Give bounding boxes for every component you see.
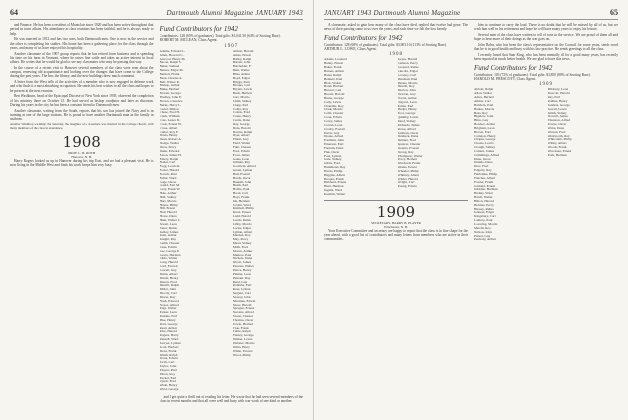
fund-b-subtitle: Contributors: 103 (75% of graduates). Total gifts: $3,850 (80% of Sooting Base). [474,72,591,77]
secretary-1908: PROF. L. B. ROTH [68,150,96,155]
fund-a-subtitle: Contributors: 128 (68% of graduates). Total gifts: $3,903.10 (113% of Sooting Base). [324,42,447,47]
fund-a-title: Fund Contributors for 1942 [324,33,403,42]
class-agent: ROBERT M. MCLEAN, Class Agent. [159,38,218,43]
page-number: 64 [10,8,18,17]
year-heading-1908: 1908 [62,132,101,151]
contributor-list-1908: Adams, Leonard Bailey, Ernest Baker, Frank Barnes, Arthur Bates, Ralph Bennett, Paul Blair, Walter Bond, Herbert Brewer, Carl Brown, Harold Burns, George Cady, Lewis Chandler, Roy Clark, Morris Cobb, Chester Cook, Edwin Corey, James Cowan, Leon Crosby, Everett Davis, Guy Doane, Alfred Eastman, John Emerson, Earl Farnum, Dana Fisk, Oscar Foss, Lyman Gale, Sidney Gibbs, Fred Hammond, Ray Harris, Philip Higgins, Albert Hooper, Frank Hubbard, Ernest Hunt, Herman Ingalls, Ward Kendall, Walter Keyes, Harold Lamson, Percy Leonard, Rufus Lincoln, Edgar Lovejoy, Carl Marshall, Paul Means, Morris Morrill, Roy Morton, John Newton, Guy Norris, Arthur Osgood, Leon Patten, Earl Phelps, Henry Poor, George Quimby, Lewis Rand, Sidney Richards, James Rowe, Alfred Sanborn, Oscar Shattuck, Dana Skinner, Fred Spencer, Chester Stearns, Everett Strong, Ray Thompson, Walter Tracy, Herbert Wardwell, Frank Weeks, Ernest Wheeler, Philip Whitney, Albert Wilder, Harold Wright, Carl Young, Edwin [324,58,423,197]
year-heading-1909: 1909 [376,202,416,221]
section-divider [324,200,468,201]
page-number: 65 [610,8,618,17]
fund-year: 1907 [224,43,239,49]
magazine-title: JANUARY 1943 Dartmouth Alumni Magazine [324,9,461,17]
magazine-title: Dartmouth Alumni Magazine JANUARY 1943 [166,9,303,17]
fund-b-agent: HAROLD M. PRESCOTT, Class Agent. [474,76,536,81]
secretary-1909: SECRETARY, HARRY B. PLAYER [371,220,421,225]
contributor-list-1909: Abbott, Ralph Allen, Walter Ames, Herbert Atkins, Carl Baldwin, Paul Barker, Morris Bass, Roy Bigelow, John Bliss, Guy Bowker, Arthur Brigham, Leon Brown, Earl Carleton, Henry Chapin, George Choate, Lewis Clough, Sidney Coburn, James Cummings, Alfred Dana, Oscar Dennis, Dana Dow, Fred Edgerly, Ray Fairbanks, Philip Fletcher, Albert Fowler, Frank Garland, Ernest Glidden, Herman Hadley, Ward Hatch, Walter Hilton, Harold Holmes, Percy Hussey, Rufus Jenness, Edgar Kingsbury, Carl Lathrop, Paul Lovering, Morris Merrill, Roy Nelson, John Parker, Guy Peabody, Arthur Pillsbury, Leon Prescott, Harold Ray, Earl Rollins, Henry Sanders, George Sewall, Lewis Smith, Sidney Stowell, James Thurston, Alfred Towne, Oscar Waite, Dana Warren, Fred Wentworth, Ray Whitcomb, Philip Willey, Albert Woods, Frank Worcester, Ernest York, Herman [474,88,572,242]
fund-b-year: 1909 [539,82,553,88]
right-column-2: him to continue to carry the load. There is no doubt that he will be missed by all of us, but we wish him well in his retirement and hope he will have many years to enjoy his leisure. Several men of the class have written to tell of sons in the service. We are proud of them all and hope to hear more of their doings as the war goes on. John Bohn, who has been the class's representative on the Council for some years, sends word that he is in good health and busy with his law practice. He sends greetings to all the class. I recently heard that Sam King, who has been mentally ill for a good many years, has recently been reported in much better health. We are glad to have this news. Fund Contributors for 1942 Contributors: 103 (75% of graduates). Total gifts: $3,850 (80% of Sooting Base). HAROLD M. PRESCOTT, Class Agent. 1909 Abbott, Ralph Allen, Walter Ames, Herbert Atkins, Carl Baldwin, Paul Barker, Morris Bass, Roy Bigelow, John Bliss, Guy Bowker, Arthur Brigham, Leon Brown, Earl Carleton, Henry Chapin, George Choate, Lewis Clough, Sidney Coburn, James Cummings, Alfred Dana, Oscar Dennis, Dana Dow, Fred Edgerly, Ray Fairbanks, Philip Fletcher, Albert Fowler, Frank Garland, Ernest Glidden, Herman Hadley, Ward Hatch, Walter Hilton, Harold Holmes, Percy Hussey, Rufus Jenness, Edgar Kingsbury, Carl Lathrop, Paul Lovering, Morris Merrill, Roy Nelson, John Parker, Guy Peabody, Arthur Pillsbury, Leon Prescott, Harold Ray, Earl Rollins, Henry Sanders, George Sewall, Lewis Smith, Sidney Stowell, James Thurston, Alfred Towne, Oscar Waite, Dana Warren, Fred Wentworth, Ray Whitcomb, Philip Willey, Albert Woods, Frank Worcester, Ernest York, Herman [474,23,618,242]
fund-subtitle: Contributors: 128 (65% of graduates). Total gifts: $1,041.50 (64% of Sooting Base). [159,34,281,38]
right-page [314,0,628,420]
secretary-1908-address: Hanover, N. H. [71,154,93,159]
fund-a-year: 1908 [389,52,403,58]
left-page-header [10,8,303,20]
fund-title: Fund Contributors for 1942 [159,25,238,33]
contributor-list: Adams, Edward L. Allen, Howard C. Atwood, Henry M. Bacon, Ralph S. Baker, Samuel Barnes, Edgar M. Bartlett, Frank Bean, Charles A. Bell, Walter R. Bishop, Arthur Blake, Herbert Bowen, George Bradley, John E. Brown, Clarence Burke, Harry L. Carter, Milton Chase, Fred H. Clark, William Cole, Lester D. Cook, Ernest W. Cross, Albert Cutler, Roy F. Davis, Henry Dean, Robert A. Dodge, Walter Drew, Percy Dunn, Edward Eaton, James H. Emery, Ralph Fisher, Carl Fogg, Lewis R. Foster, Harold French, Paul Fuller, Ward Gage, Oscar Gould, Earl M. Gray, Frank W. Hale, Arthur Hall, Sidney Hart, Morris Hayes, Philip Hill, Ernest Holt, Harold Howe, Dana Hunt, Walter C. Jewett, Leon Jones, Rufus Kelley, James Kent, Arthur Knight, Ray Lamb, Chester Lane, Edwin Lee, George P. Lewis, Herman Little, Walter Long, Harold Lord, Everett Lowell, Guy Mann, Albert Marsh, Henry Mason, Fred Merrill, Ralph Miller, John Moody, Carl Morse, Ray Nash, Edward Noyes, Alfred Page, Walter Parker, Leon Perkins, Earl Pike, Henry Pratt, George Read, Arthur Rice, Harold Rogers, Harry Russell, Ward Sawyer, Lyman Scott, Herbert Shaw, Frank Smith, Ralph Stone, Edwin Swift, Carl Taylor, John Thayer, Paul Tilton, Roy Tucker, Earl Upton, Fred Wade, Henry Ward, George Abbott, Harold Ames, Ernest Bailey, Ralph Barrett, John Batchelder, F. Bent, Walter Bliss, Arthur Boyd, Edgar Briggs, Paul Brooks, Carl Bryant, Lewis Buck, Herbert Carr, Morris Child, Sidney Clapp, Earl Colby, Roy Cotton, Fred Crane, Henry Curtis, Dana Day, George Dole, Harold Downs, Ralph Dyer, Albert Elliott, Guy Field, Walter Flint, Chester Ford, Edwin Frost, James Gates, Leon Gilman, Ray Goodwin, Alfred Green, Lyman Hall, Everett Hardy, Oscar Haskell, John Heath, Earl Hobbs, Paul Hood, Carl Hoyt, Frank Ide, Herman Jordan, Ward Kimball, Philip Knox, Ernest Ladd, Harold Leach, Rufus Libby, Morris Locke, Edgar Lyman, Albert Marden, Roy May, Percy Mead, Sidney Mills, Fred Moore, Arthur Munroe, Paul Nichols, Dana Olcott, James Parsons, Walter Peirce, Henry Plumer, Leon Putnam, Ray Reed, Guy Robbins, Earl Ross, Lyman Sargent, Carl Seavey, John Sherman, Edwin Snow, Harold Sprague, Ernest Stevens, Alfred Sweet, Chester Thomas, Oscar Towle, Herbert True, Frank Tuttle, Ralph Varney, George Walker, Lewis Webster, Morris Wells, Harry White, Everett Wood, Philip [159,49,256,392]
left-column-2: Fund Contributors for 1942 Contributors: 128 (65% of graduates). Total gifts: $1,041.50 (64% of Sooting Base). ROBERT M. MCLEAN, Class Agent. 1907 Adams, Edward L. Allen, Howard C. Atwood, Henry M. Bacon, Ralph S. Baker, Samuel Barnes, Edgar M. Bartlett, Frank Bean, Charles A. Bell, Walter R. Bishop, Arthur Blake, Herbert Bowen, George Bradley, John E. Brown, Clarence Burke, Harry L. Carter, Milton Chase, Fred H. Clark, William Cole, Lester D. Cook, Ernest W. Cross, Albert Cutler, Roy F. Davis, Henry Dean, Robert A. Dodge, Walter Drew, Percy Dunn, Edward Eaton, James H. Emery, Ralph Fisher, Carl Fogg, Lewis R. Foster, Harold French, Paul Fuller, Ward Gage, Oscar Gould, Earl M. Gray, Frank W. Hale, Arthur Hall, Sidney Hart, Morris Hayes, Philip Hill, Ernest Holt, Harold Howe, Dana Hunt, Walter C. Jewett, Leon Jones, Rufus Kelley, James Kent, Arthur Knight, Ray Lamb, Chester Lane, Edwin Lee, George P. Lewis, Herman Little, Walter Long, Harold Lord, Everett Lowell, Guy Mann, Albert Marsh, Henry Mason, Fred Merrill, Ralph Miller, John Moody, Carl Morse, Ray Nash, Edward Noyes, Alfred Page, Walter Parker, Leon Perkins, Earl Pike, Henry Pratt, George Read, Arthur Rice, Harold Rogers, Harry Russell, Ward Sawyer, Lyman Scott, Herbert Shaw, Frank Smith, Ralph Stone, Edwin Swift, Carl Taylor, John Thayer, Paul Tilton, Roy Tucker, Earl Upton, Fred Wade, Henry Ward, George Abbott, Harold Ames, Ernest Bailey, Ralph Barrett, John Batchelder, F. Bent, Walter Bliss, Arthur Boyd, Edgar Briggs, Paul Brooks, Carl Bryant, Lewis Buck, Herbert Carr, Morris Child, Sidney Clapp, Earl Colby, Roy Cotton, Fred Crane, Henry Curtis, Dana Day, George Dole, Harold Downs, Ralph Dyer, Albert Elliott, Guy Field, Walter Flint, Chester Ford, Edwin Frost, James Gates, Leon Gilman, Ray Goodwin, Alfred Green, Lyman Hall, Everett Hardy, Oscar Haskell, John Heath, Earl Hobbs, Paul Hood, Carl Hoyt, Frank Ide, Herman Jordan, Ward Kimball, Philip Knox, Ernest Ladd, Harold Leach, Rufus Libby, Morris Locke, Edgar Lyman, Albert Marden, Roy May, Percy Mead, Sidney Mills, Fred Moore, Arthur Munroe, Paul Nichols, Dana Olcott, James Parsons, Walter Peirce, Henry Plumer, Leon Putnam, Ray Reed, Guy Robbins, Earl Ross, Lyman Sargent, Carl Seavey, John Sherman, Edwin Snow, Harold Sprague, Ernest Stevens, Alfred Sweet, Chester Thomas, Oscar Towle, Herbert True, Frank Tuttle, Ralph Varney, George Walker, Lewis Webster, Morris Wells, Harry White, Everett Wood, Philip and I got quite a thrill out of reading his letter. He wrote that he had seen several members of the class in recent months and that all were well and busy with war work of one kind or another. [159,25,303,404]
secretary-1909-address: Winchester, N. H. [383,224,409,229]
right-column-1: A classmate, asked to gain how many of the class have died, replied that twelve had gone. The news of their passing came to us over the years, and each time we felt the loss keenly. Fund Contributors for 1942 Contributors: 128 (68% of graduates). Total gifts: $3,903.10 (113% of Sooting Base). ARTHUR L. LOWE, Class Agent. 1908 Adams, Leonard Bailey, Ernest Baker, Frank Barnes, Arthur Bates, Ralph Bennett, Paul Blair, Walter Bond, Herbert Brewer, Carl Brown, Harold Burns, George Cady, Lewis Chandler, Roy Clark, Morris Cobb, Chester Cook, Edwin Corey, James Cowan, Leon Crosby, Everett Davis, Guy Doane, Alfred Eastman, John Emerson, Earl Farnum, Dana Fisk, Oscar Foss, Lyman Gale, Sidney Gibbs, Fred Hammond, Ray Harris, Philip Higgins, Albert Hooper, Frank Hubbard, Ernest Hunt, Herman Ingalls, Ward Kendall, Walter Keyes, Harold Lamson, Percy Leonard, Rufus Lincoln, Edgar Lovejoy, Carl Marshall, Paul Means, Morris Morrill, Roy Morton, John Newton, Guy Norris, Arthur Osgood, Leon Patten, Earl Phelps, Henry Poor, George Quimby, Lewis Rand, Sidney Richards, James Rowe, Alfred Sanborn, Oscar Shattuck, Dana Skinner, Fred Spencer, Chester Stearns, Everett Strong, Ray Thompson, Walter Tracy, Herbert Wardwell, Frank Weeks, Ernest Wheeler, Philip Whitney, Albert Wilder, Harold Wright, Carl Young, Edwin 1909 SECRETARY, HARRY B. PLAYER Winchester, N. H. Your Executive Committee and secretary are happy to report that the class is in fine shape for the year ahead, with a good list of contributors and many letters from members who are active in their communities. [324,23,468,242]
left-column-1: and Finance. He has been a resident of Montclair since 1920 and has been active throughout that period in town affairs. His attendance at class reunions has been faithful, and he is always ready to help. He was married in 1912 and has two sons, both Dartmouth men. One is now in the service and the other is completing his studies. His home has been a gathering place for the class through the years, and many of us have enjoyed his hospitality. Another classmate of the 1907 group reports that he has retired from business and is spending his time on his farm in Vermont, where he raises fine cattle and takes an active interest in local affairs. He writes that he would be glad to see any classmates who may be passing that way. In the course of a recent visit to Hanover several members of the class were seen about the campus, renewing old acquaintance and looking over the changes that have come to the College during the past years. The Inn, the library, and the new buildings drew much comment. A letter from the West tells of the activities of a member who is now engaged in defense work and who finds it a most absorbing occupation. He sends his best wishes to all the class and hopes to be present at the next reunion. Ben Washburn, head of the Episcopal Diocese of New York since 1939, observed the completion of his ministry there on October 15. He had served as bishop coadjutor and later as diocesan. During his years in the city he has been a constant friend to Dartmouth men. Another classmate, writing from the South, reports that his son has joined the Navy and is in training at one of the large stations. He is proud to have another Dartmouth man in the family in uniform. Another Winthrop wedding: the Saturday, the daughter of a classmate was married in the College church, with many members of the class in attendance. 1908 PROF. L. B. ROTH Hanover, N. H. Harry Rogers looked us up in Hanover during his trip East, and we had a pleasant visit. He is now living in the Middle West and finds his work keeps him very busy. [10,23,154,167]
fund-a-agent: ARTHUR L. LOWE, Class Agent. [324,46,377,51]
right-page-header [324,8,618,20]
fund-b-title: Fund Contributors for 1942 [474,63,553,72]
